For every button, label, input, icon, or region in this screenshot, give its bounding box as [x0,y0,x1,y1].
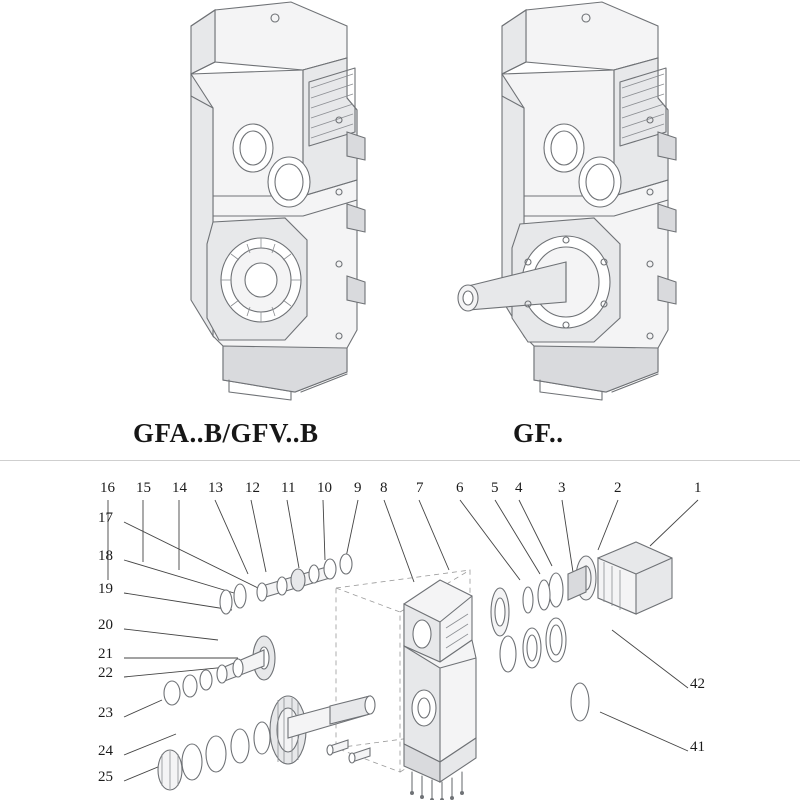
callout-8: 8 [380,480,388,496]
callout-24: 24 [98,743,113,759]
callout-11: 11 [281,480,296,496]
callout-19: 19 [98,581,113,597]
callout-2: 2 [614,480,622,496]
callout-13: 13 [208,480,223,496]
callout-9: 9 [354,480,362,496]
callout-14: 14 [172,480,187,496]
callout-1: 1 [694,480,702,496]
callout-10: 10 [317,480,332,496]
gearbox-drawing-right [408,0,728,400]
callout-18: 18 [98,548,113,564]
callout-12: 12 [245,480,260,496]
callout-17: 17 [98,510,113,526]
model-label-right: GF.. [513,418,564,448]
exploded-view-section [0,462,800,800]
callout-41: 41 [690,739,705,755]
callout-5: 5 [491,480,499,496]
callout-6: 6 [456,480,464,496]
callout-7: 7 [416,480,424,496]
callout-4: 4 [515,480,523,496]
callout-21: 21 [98,646,113,662]
callout-20: 20 [98,617,113,633]
callout-22: 22 [98,665,113,681]
callout-3: 3 [558,480,566,496]
callout-42: 42 [690,676,705,692]
callout-23: 23 [98,705,113,721]
callout-15: 15 [136,480,151,496]
gearbox-drawing-left [95,0,405,400]
section-divider [0,460,800,461]
callout-25: 25 [98,769,113,785]
exploded-assembly-drawing [0,462,800,800]
callout-16: 16 [100,480,115,496]
model-label-left: GFA..B/GFV..B [133,418,319,448]
